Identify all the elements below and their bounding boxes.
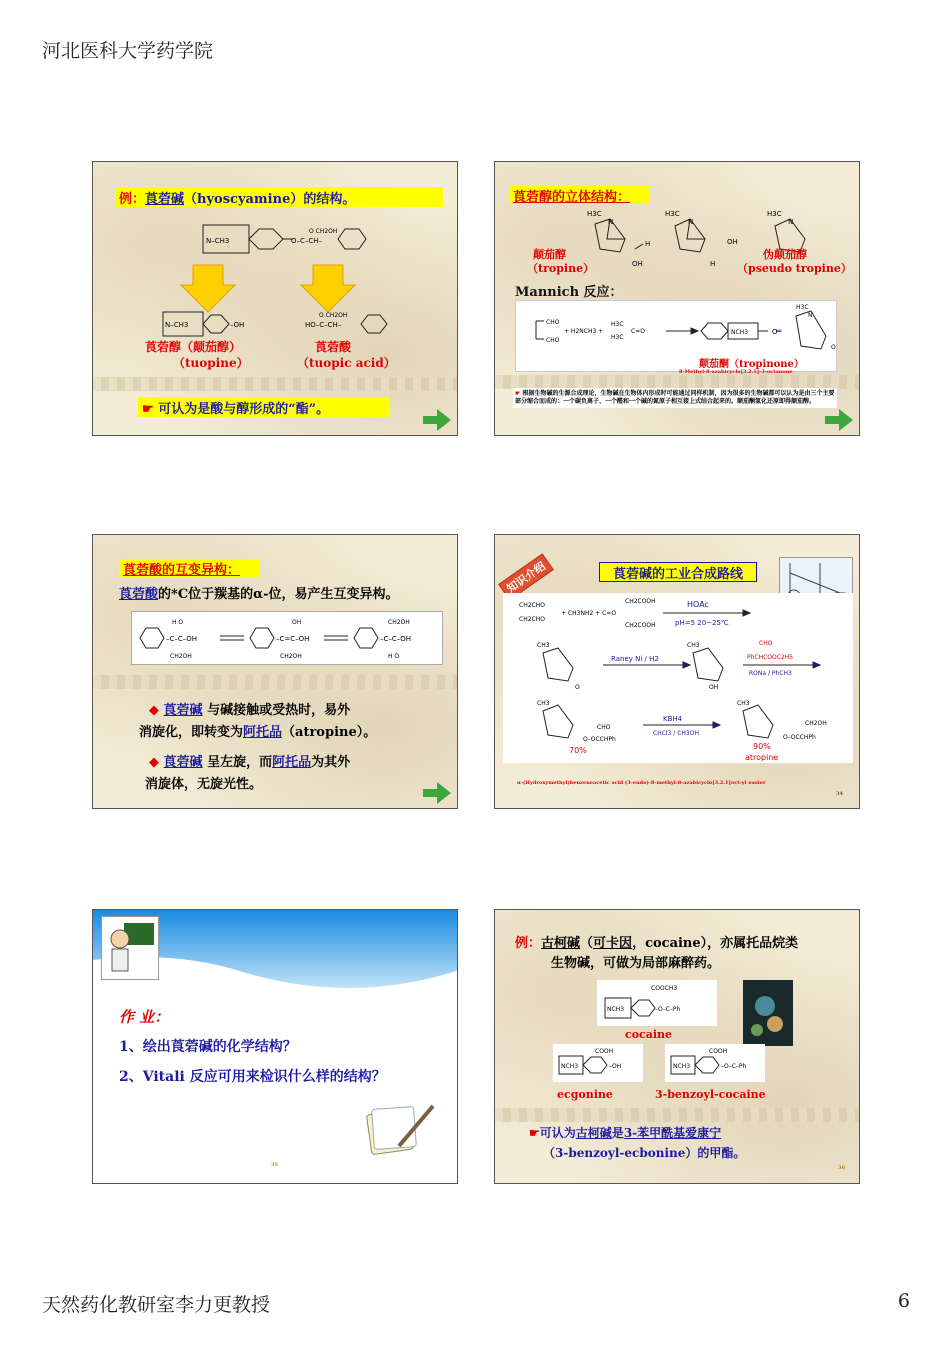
decor-band [93,675,457,689]
title-rest: （hyoscyamine）的结构。 [184,192,356,207]
mannich-heading: Mannich 反应： [515,285,623,300]
ecgonine-label: ecgonine [557,1088,613,1101]
bullet-1-line-2 [139,721,376,740]
decor-band [495,375,859,389]
svg-text:CH2COOH: CH2COOH [625,598,656,605]
svg-text:CH2COOH: CH2COOH [625,622,656,629]
cocaine-structure [597,980,717,1026]
slide-industrial-synthesis [494,534,860,809]
raney-label: Raney Ni / H2 [611,655,659,663]
svg-text:H: H [710,260,716,268]
ecgonine-structure [553,1044,643,1082]
ph-label: pH=5 20~25℃ [675,619,729,627]
page-number: 6 [897,1290,910,1312]
synthesis-route-diagram [503,593,853,763]
svg-text:OH: OH [292,619,302,626]
slide-title: 莨菪醇的立体结构： [513,190,631,205]
svg-text:O CH2OH: O CH2OH [319,312,348,319]
next-arrow-icon[interactable] [423,782,451,804]
bullet-text: 为其外 [311,755,351,770]
tropine-name: 莨菪醇（颠茄醇） [145,340,242,354]
title-line-2: 生物碱，可做为局部麻醉药。 [551,956,721,971]
svg-text:H3C: H3C [611,334,624,341]
svg-text:CH2CHO: CH2CHO [519,616,545,623]
title-text: （ [580,936,594,951]
cocaine-link[interactable]: 古柯碱 [541,936,581,951]
svg-text:O–OCCHPh: O–OCCHPh [583,736,616,743]
solvent-label: CHCl3 / CH3OH [653,730,699,737]
question-2: 2、Vitali 反应可用来检识什么样的结构？ [119,1069,386,1085]
atropine-link[interactable]: 阿托品 [272,755,312,770]
biogenesis-note [513,388,837,408]
benzoylecgonine-link[interactable]: 3-苯甲酰基爱康宁 [623,1126,722,1140]
title-prefix: 例： [515,936,542,951]
tropine-cn: 颠茄醇 [533,248,566,261]
tropic-acid-link[interactable]: 莨菪酸 [119,587,159,602]
tautomer-diagram [131,611,443,665]
svg-text:O–C–CH–: O–C–CH– [291,237,323,245]
title-line-1 [515,932,798,951]
svg-text:NCH3: NCH3 [561,1063,579,1070]
tropine-en: （tuopine） [173,356,249,370]
svg-text:–OH: –OH [230,321,245,329]
atropine-link[interactable]: 阿托品 [243,725,283,740]
svg-text:H O: H O [172,619,184,626]
title-prefix: 例： [119,192,146,207]
decor-band [495,1108,859,1122]
svg-text:–O–C–Ph: –O–C–Ph [721,1063,747,1070]
tropinone-cn: 颠茄酮（tropinone） [699,359,804,370]
svg-text:N–CH3: N–CH3 [206,237,230,245]
page-footer: 天然药化教研室李力更教授 [42,1294,271,1316]
svg-text:O: O [575,684,580,691]
svg-text:CH3: CH3 [737,700,750,707]
note-bar [138,397,390,417]
cocaine-cn-link[interactable]: 可卡因 [593,936,633,951]
next-arrow-icon[interactable] [825,409,853,431]
svg-text:O CH2OH: O CH2OH [309,228,338,235]
benzoyl-ecgonine-structure [665,1044,765,1082]
svg-text:N–CH3: N–CH3 [165,321,189,329]
svg-text:–C=C–OH: –C=C–OH [276,635,310,643]
hyoscyamine-link[interactable]: 莨菪碱 [163,755,203,770]
slide-number: 36 [838,1165,845,1171]
svg-text:NCH3: NCH3 [731,329,749,336]
note-line-2: （3-benzoyl-ecbonine）的甲酯。 [543,1146,746,1160]
svg-text:N: N [688,218,694,226]
svg-text:–C–C–OH: –C–C–OH [166,635,198,643]
svg-text:NCH3: NCH3 [607,1006,625,1013]
hand-pointer-icon: ☛ [142,402,154,417]
bullet-text: 消旋化，即转变为 [139,725,244,740]
hand-pointer-icon: ☛ [529,1126,540,1140]
svg-text:N: N [608,218,614,226]
note-text: 是 [611,1126,624,1140]
tautomer-line [119,583,399,602]
svg-text:O–OCCHPh: O–OCCHPh [783,734,816,741]
svg-text:CHO: CHO [546,337,560,344]
tropinone-iupac: 8-Methyl-8-azabicyclo[3.2.1]-3-octanone [679,369,793,375]
slide-title-bar [119,559,259,577]
page-header: 河北医科大学药学院 [42,40,214,62]
slide-number: 35 [271,1162,278,1168]
cocaine-link[interactable]: 古柯碱 [575,1126,612,1140]
arrow-down-left-icon [181,265,235,312]
svg-text:–C–C–OH: –C–C–OH [380,635,412,643]
decor-band [93,377,457,391]
svg-text:+ H2NCH3 +: + H2NCH3 + [564,328,604,335]
svg-text:CH3: CH3 [537,642,550,649]
slide-hyoscyamine-structure [92,161,458,436]
pseudotropine-en: （pseudo tropine） [737,262,852,275]
svg-text:OH: OH [709,684,719,691]
svg-text:CH3: CH3 [687,642,700,649]
svg-text:CHO: CHO [546,319,560,326]
svg-text:H3C: H3C [587,210,602,218]
hyoscyamine-link[interactable]: 莨菪碱 [145,192,185,207]
bullet-text: 与碱接触或受热时，易外 [207,703,351,718]
svg-text:OH: OH [727,238,738,246]
yield-90: 90% [753,742,771,751]
tropine-en: （tropine） [527,262,595,275]
next-arrow-icon[interactable] [423,409,451,431]
svg-text:+ CH3NH2 + C=O: + CH3NH2 + C=O [561,610,617,617]
bullet-1-line-1: ◆ 莨菪碱 与碱接触或受热时，易外 [149,703,351,718]
svg-text:H: H [645,240,651,248]
svg-text:CH2CHO: CH2CHO [519,602,545,609]
svg-text:H3C: H3C [611,321,624,328]
svg-text:CHO: CHO [759,640,773,647]
bullet-2-line-2: 消旋体，无旋光性。 [145,777,263,792]
question-1: 1、绘出莨菪碱的化学结构？ [119,1039,297,1055]
svg-text:COOH: COOH [595,1048,614,1055]
svg-text:CH2OH: CH2OH [170,653,192,660]
note-text: 可认为是酸与醇形成的“酯”。 [158,402,330,417]
yield-70: 70% [569,746,587,755]
svg-text:N: N [808,312,813,319]
svg-text:═: ═ [776,327,782,337]
hoac-label: HOAc [687,600,709,609]
hyoscyamine-link[interactable]: 莨菪碱 [163,703,203,718]
svg-text:CH2OH: CH2OH [280,653,302,660]
kbh4-label: KBH4 [663,715,683,723]
teacher-cartoon-image [101,916,159,980]
note-text: 可认为 [539,1126,576,1140]
note-line-1 [529,1124,721,1141]
tropic-acid-name: 莨菪酸 [315,340,352,354]
svg-text:CHO: CHO [597,724,611,731]
slide-cocaine [494,909,860,1184]
svg-text:HO–C–CH–: HO–C–CH– [305,321,342,329]
svg-text:H3C: H3C [796,304,809,311]
product-atropine: atropine [745,753,779,762]
svg-text:H3C: H3C [767,210,782,218]
note-text: 根据生物碱的生源合成理论，生物碱在生物体内形成时可能通过同样机制，因为很多的生物碱都可以认为是由三个主要部分缩合而成的：一个碳负离子、一个醛和一个碱的氮原子相互接上式结合起来的。颠茄酮氢化还原即得颠茄醇。 [515,390,835,406]
svg-text:COOH: COOH [709,1048,728,1055]
slide-title-bar [115,187,443,207]
svg-text:N: N [788,218,794,226]
svg-text:H3C: H3C [665,210,680,218]
cocaine-label: cocaine [625,1028,673,1041]
svg-text:CH2OH: CH2OH [388,619,410,626]
atropine-iupac: α-(Hydroxymethyl)benzeneacetic acid (3-endo)-8-methyl-8-azabicyclo[3.2.1]oct-yl easter [517,780,766,786]
svg-text:H O: H O [388,653,400,660]
homework-heading: 作 业： [119,1008,170,1026]
bullet-text: 呈左旋，而 [207,755,273,770]
coca-photo [743,980,793,1046]
svg-text:NCH3: NCH3 [673,1063,691,1070]
tropic-acid-en: （tuopic acid） [297,356,396,370]
slide-tautomerism [92,534,458,809]
svg-text:CH2OH: CH2OH [805,720,827,727]
slide-title: 莨菪碱的工业合成路线 [612,567,743,582]
knowledge-badge: 知识介绍 [498,553,554,600]
bullet-2-line-1: ◆ 莨菪碱 呈左旋，而阿托品为其外 [149,755,351,770]
svg-text:C=O: C=O [631,328,645,335]
notepad-pencil-icon [363,1100,443,1162]
benzoyl-cocaine-label: 3-benzoyl-cocaine [655,1088,766,1101]
svg-text:O: O [772,328,778,336]
bullet-text: （atropine）。 [282,725,377,740]
hand-pointer-icon: ☛ [515,390,521,397]
reagent-label: PhCHCOOC2H5 [747,654,794,661]
slide-tropine-stereo [494,161,860,436]
reagent2-label: RONa / PhCH3 [749,670,792,677]
slide-homework [92,909,458,1184]
slide-number: 34 [836,791,843,797]
svg-text:–OH: –OH [609,1063,622,1070]
arrow-down-right-icon [301,265,355,312]
slide-title-bar [509,186,649,204]
svg-text:OH: OH [632,260,643,268]
svg-text:COOCH3: COOCH3 [651,985,678,992]
slide-title-bar [599,562,757,582]
slide-title: 莨菪酸的互变异构： [123,563,241,578]
svg-text:O: O [831,344,836,351]
svg-text:–O–C–Ph: –O–C–Ph [655,1006,681,1013]
title-text: ，cocaine），亦属托品烷类 [632,936,799,951]
svg-text:CH3: CH3 [537,700,550,707]
line-rest: 的*C位于羰基的α-位，易产生互变异构。 [158,587,399,602]
pseudotropine-cn: 伪颠茄醇 [763,248,807,261]
